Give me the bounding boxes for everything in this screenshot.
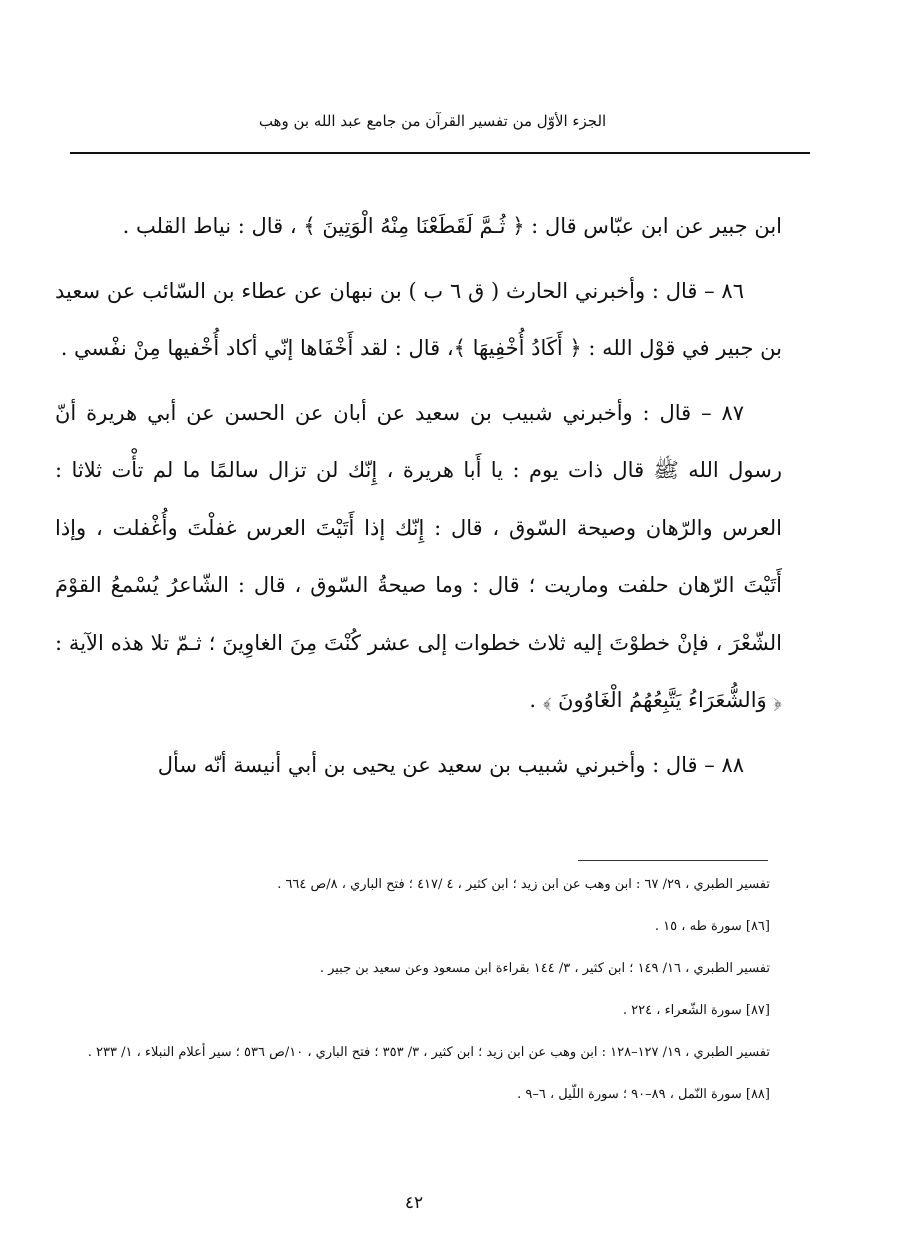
paragraph-87: ٨٧ – قال : وأخبرني شبيب بن سعيد عن أبان عن الحسن عن أبي هريرة أنّ رسول الله ﷺ قال ذات يوم : يا أَبا هريرة ، إِنّك لن تزال سالمًا ما لم تأْت ثلاثا : العرس والرّهان وصيحة السّوق ، قال : إِنّك إذا أَتَيْتَ العرس غفلْتَ وأُغْفلت ، وإذا أَتَيْتَ الرّهان حلفت وماريت ؛ قال : وما صيحةُ السّوق ، قال : الشّاعرُ يُسْمعُ القوْمَ الشّعْرَ ، فإنْ خطوْتَ إليه ثلاث خطوات إلى عشر كُنْتَ مِنَ الغاوِينَ ؛ ثـمّ تلا هذه الآية : ﴿ وَالشُّعَرَاءُ يَتَّبِعُهُمُ الْغَاوُونَ ﴾ . [55, 400, 782, 712]
paragraph-88: ٨٨ – قال : وأخبرني شبيب بن سعيد عن يحيى بن أبي أنيسة أنّه سأل [157, 752, 744, 777]
running-header: الجزء الأوّل من تفسير القرآن من جامع عبد الله بن وهب [258, 112, 607, 130]
footnote-item: [٨٦] سورة طه ، ١٥ . [654, 919, 770, 934]
paragraph-continuation: ابن جبير عن ابن عبّاس قال : ﴿ ثُـمَّ لَقَطَعْنَا مِنْهُ الْوَتِينَ ﴾ ، قال : نياط القلب . [122, 214, 782, 238]
footnote-item: تفسير الطبري ، ٢٩/ ٦٧ : ابن وهب عن ابن زيد ؛ ابن كثير ، ٤ /٤١٧ ؛ فتح الباري ، ٨/ص ٦٦٤ . [277, 877, 770, 892]
footnote-item: [٨٨] سورة النّمل ، ٨٩–٩٠ ؛ سورة اللّيل ، ٦–٩ . [517, 1087, 770, 1102]
footnotes [60, 870, 770, 1110]
footnote-item: [٨٧] سورة الشّعراء ، ٢٢٤ . [622, 1003, 770, 1018]
main-text [55, 198, 782, 801]
footnote-item: تفسير الطبري ، ١٩/ ١٢٧–١٢٨ : ابن وهب عن ابن زيد ؛ ابن كثير ، ٣/ ٣٥٣ ؛ فتح الباري ، ١٠/ص ٥٣٦ ؛ سير أعلام النبلاء ، ١/ ٢٣٣ . [87, 1045, 770, 1060]
paragraph-86: ٨٦ – قال : وأخبرني الحارث ( ق ٦ ب ) بن نبهان عن عطاء بن السّائب عن سعيد بن جبير في قوْل الله : ﴿ أَكَادُ أُخْفِيهَا ﴾، قال : لقد أَخْفَاها إنّي أكاد أُخْفيها مِنْ نفْسي . [55, 278, 782, 360]
footnote-rule [578, 860, 768, 861]
page-number: ٤٢ [404, 1193, 424, 1213]
header-rule [70, 152, 810, 154]
footnote-item: تفسير الطبري ، ١٦/ ١٤٩ ؛ ابن كثير ، ٣/ ١٤٤ بقراءة ابن مسعود وعن سعيد بن جبير . [319, 961, 770, 976]
